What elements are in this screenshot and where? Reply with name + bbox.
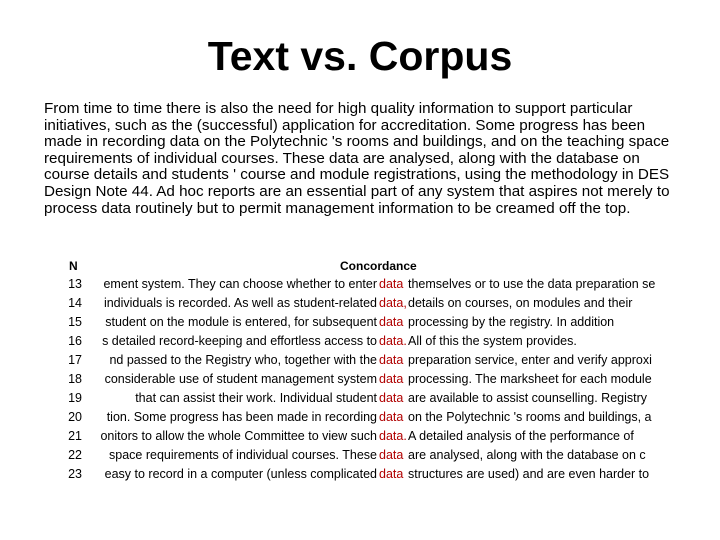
line-number: 22 bbox=[68, 448, 82, 462]
left-context: student on the module is entered, for subsequent bbox=[105, 315, 377, 329]
concordance-row bbox=[62, 332, 682, 351]
left-context: tion. Some progress has been made in recording bbox=[106, 410, 377, 424]
keyword: data bbox=[379, 391, 404, 405]
right-context: A detailed analysis of the performance of bbox=[408, 429, 634, 443]
right-context: are available to assist counselling. Registry bbox=[408, 391, 648, 405]
right-context: processing. The marksheet for each module bbox=[408, 372, 652, 386]
left-context: s detailed record-keeping and effortless access to bbox=[102, 334, 377, 348]
concordance-rows bbox=[62, 275, 682, 484]
line-number: 20 bbox=[68, 410, 82, 424]
line-number: 13 bbox=[68, 277, 82, 291]
right-context: on the Polytechnic 's rooms and buildings, a bbox=[408, 410, 652, 424]
left-context: nd passed to the Registry who, together with the bbox=[109, 353, 377, 367]
keyword: data bbox=[379, 448, 404, 462]
concordance-row bbox=[62, 294, 682, 313]
concordance-table bbox=[62, 259, 682, 484]
concordance-row bbox=[62, 408, 682, 427]
keyword: data. bbox=[379, 334, 407, 348]
left-context: individuals is recorded. As well as student-related bbox=[103, 296, 377, 310]
right-context: themselves or to use the data preparation se bbox=[408, 277, 656, 291]
column-header-n: N bbox=[69, 259, 78, 273]
left-context: ement system. They can choose whether to enter bbox=[103, 277, 377, 291]
line-number: 14 bbox=[68, 296, 82, 310]
concordance-row bbox=[62, 446, 682, 465]
line-number: 17 bbox=[68, 353, 82, 367]
left-context: onitors to allow the whole Committee to view such bbox=[100, 429, 377, 443]
right-context: processing by the registry. In addition bbox=[408, 315, 615, 329]
concordance-row bbox=[62, 351, 682, 370]
keyword: data bbox=[379, 277, 404, 291]
left-context: considerable use of student management system bbox=[104, 372, 377, 386]
keyword: data. bbox=[379, 429, 407, 443]
body-paragraph: From time to time there is also the need for high quality information to support particular initiatives, such as the (successful) application for accreditation. Some progress has been made in recording data on the Polytechnic 's rooms and buildings, and on the teaching space requirements of individual courses. These data are analysed, along with the database on course details and students ' course and module registrations, using the methodology in DES Design Note 44. Ad hoc reports are an essential part of any system that aspires not merely to process data routinely but to permit management information to be creamed off the top. bbox=[44, 100, 670, 217]
concordance-row bbox=[62, 389, 682, 408]
left-context: that can assist their work. Individual student bbox=[135, 391, 377, 405]
left-context: easy to record in a computer (unless complicated bbox=[104, 467, 377, 481]
column-header-concordance: Concordance bbox=[340, 259, 417, 273]
right-context: are analysed, along with the database on c bbox=[408, 448, 646, 462]
concordance-row bbox=[62, 465, 682, 484]
keyword: data bbox=[379, 467, 404, 481]
line-number: 18 bbox=[68, 372, 82, 386]
line-number: 16 bbox=[68, 334, 82, 348]
keyword: data bbox=[379, 372, 404, 386]
slide-title: Text vs. Corpus bbox=[207, 33, 513, 79]
right-context: details on courses, on modules and their bbox=[408, 296, 633, 310]
concordance-row bbox=[62, 427, 682, 446]
line-number: 15 bbox=[68, 315, 82, 329]
concordance-row bbox=[62, 275, 682, 294]
right-context: All of this the system provides. bbox=[408, 334, 577, 348]
concordance-row bbox=[62, 313, 682, 332]
concordance-row bbox=[62, 370, 682, 389]
right-context: preparation service, enter and verify approxi bbox=[408, 353, 652, 367]
right-context: structures are used) and are even harder to bbox=[408, 467, 650, 481]
keyword: data bbox=[379, 315, 404, 329]
line-number: 19 bbox=[68, 391, 82, 405]
keyword: data, bbox=[379, 296, 407, 310]
keyword: data bbox=[379, 410, 404, 424]
keyword: data bbox=[379, 353, 404, 367]
line-number: 23 bbox=[68, 467, 82, 481]
line-number: 21 bbox=[68, 429, 82, 443]
concordance-header bbox=[62, 259, 682, 275]
left-context: space requirements of individual courses. These bbox=[109, 448, 377, 462]
